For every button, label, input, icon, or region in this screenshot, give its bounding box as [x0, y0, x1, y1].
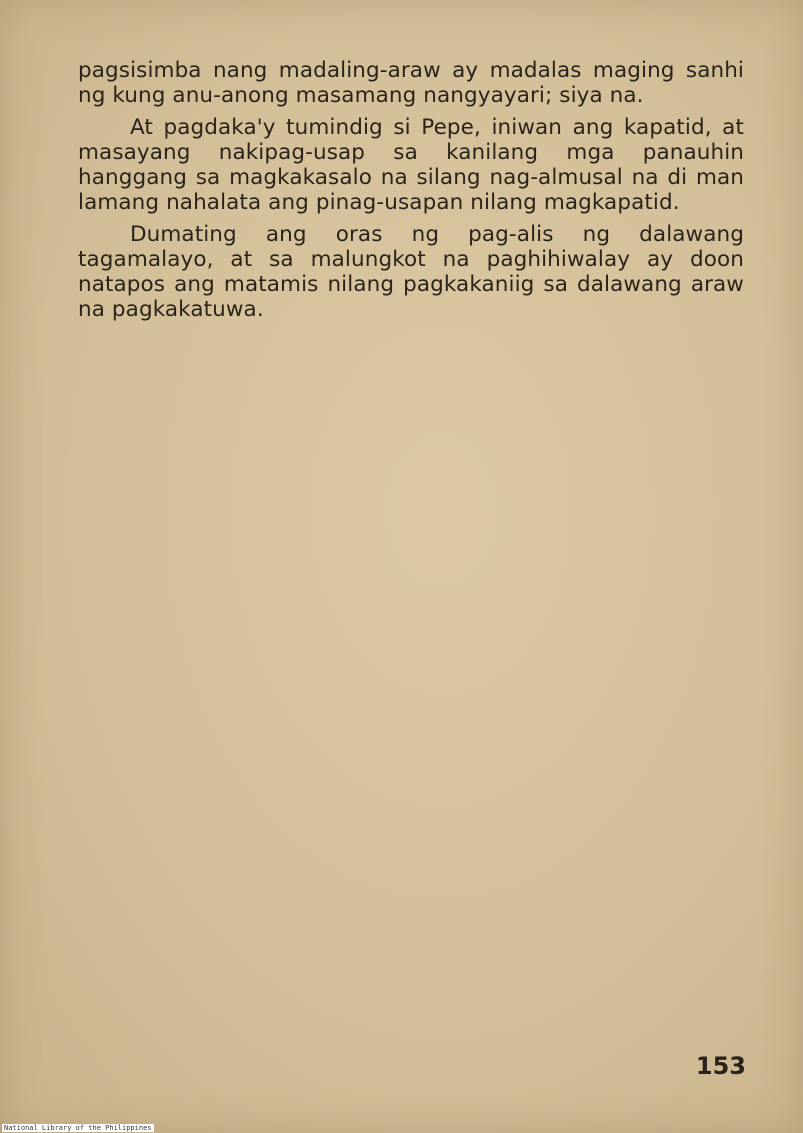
library-credit: National Library of the Philippines — [4, 1124, 152, 1132]
paragraph-2: At pagdaka'y tumindig si Pepe, iniwan ang kapatid, at masayang nakipag-usap sa kanilang mga panauhin hanggang sa magkakasalo na silang nag-almusal na di man lamang nahalata ang pinag-usapan nilang magkapatid. — [78, 115, 744, 215]
paragraph-3: Dumating ang oras ng pag-alis ng dalawang tagamalayo, at sa malungkot na paghihiwalay ay doon natapos ang matamis nilang pagkakaniig sa dalawang araw na pagkakatuwa. — [78, 222, 744, 322]
body-text — [78, 58, 744, 322]
page-number: 153 — [695, 1052, 746, 1080]
paragraph-1: pagsisimba nang madaling-araw ay madalas maging sanhi ng kung anu-anong masamang nangyayari; siya na. — [78, 58, 744, 108]
